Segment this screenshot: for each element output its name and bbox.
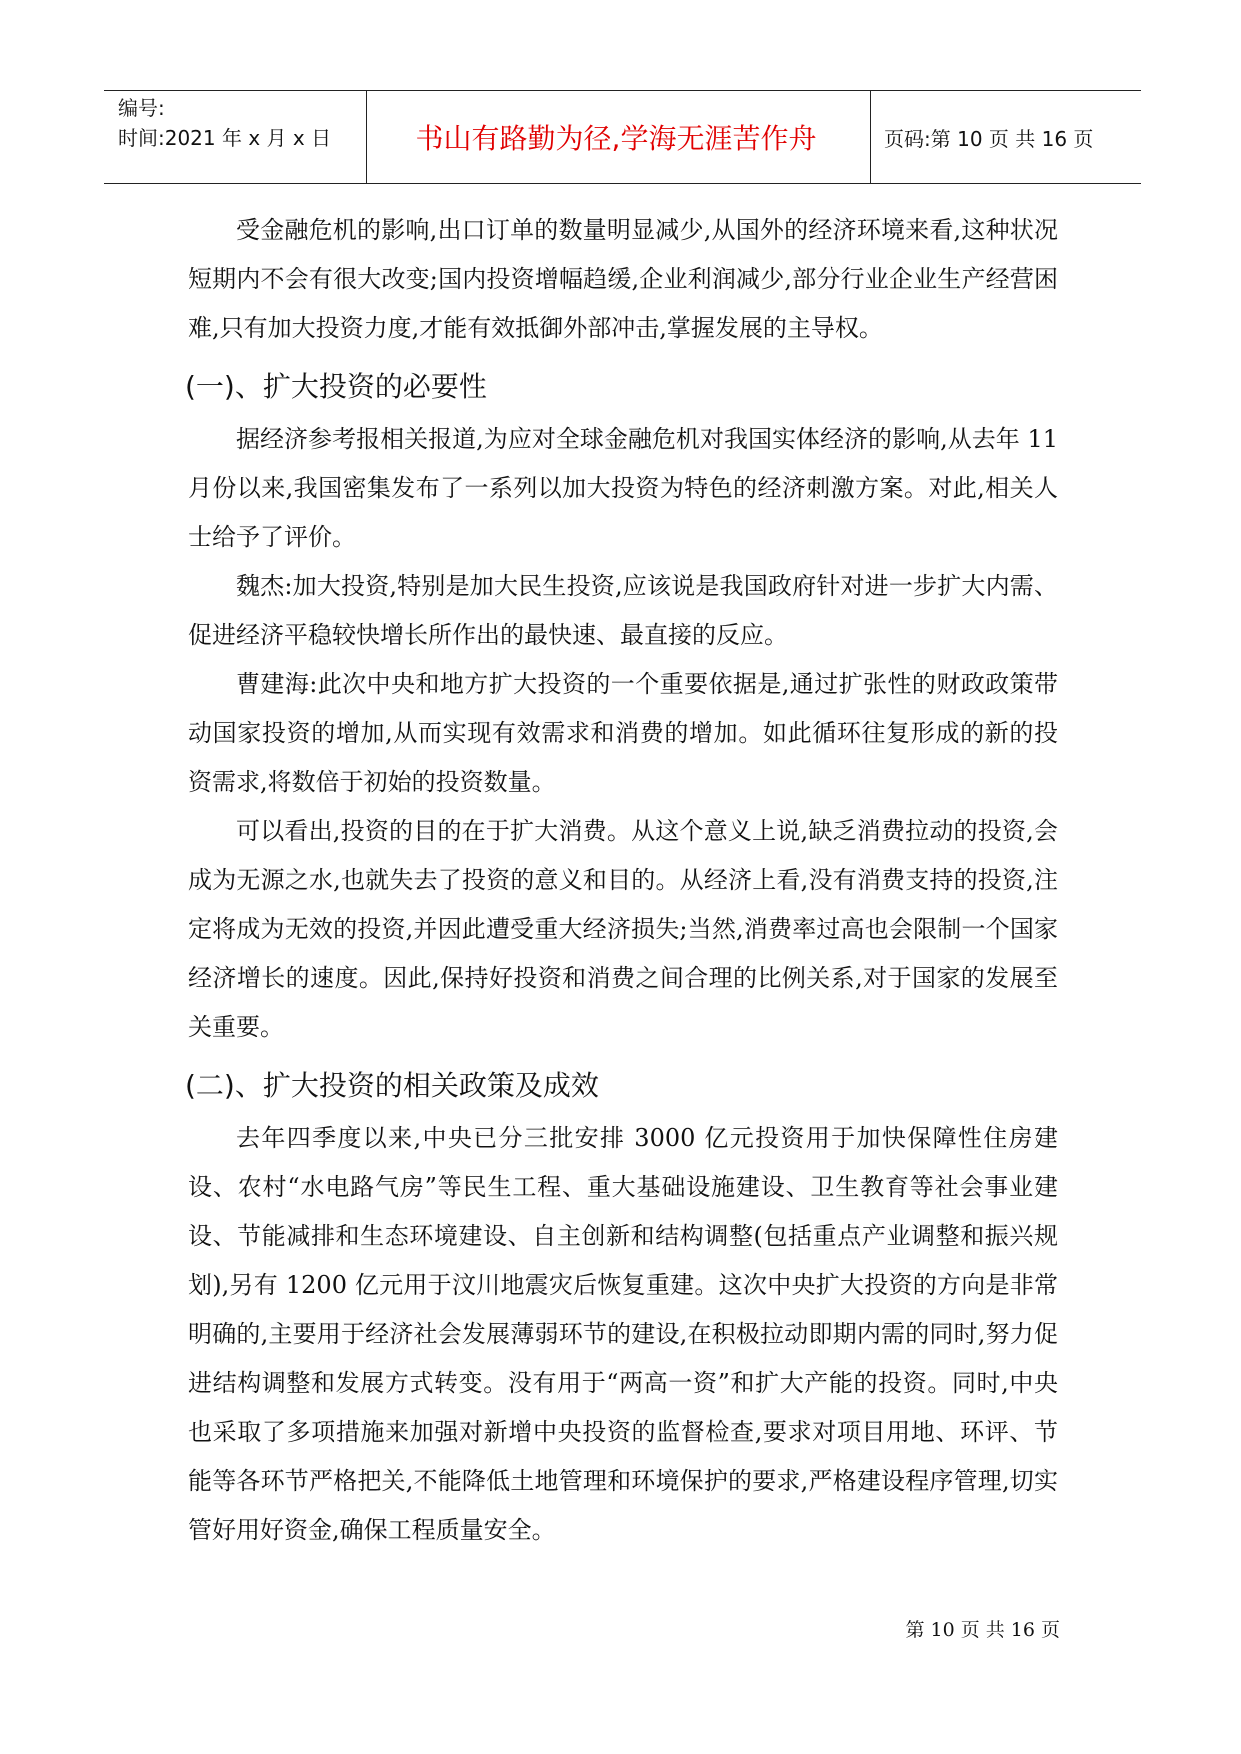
document-time-label: 时间:2021 年 x 月 x 日 [118,126,332,150]
document-body [185,206,1058,1555]
page-footer-number: 第 10 页 共 16 页 [905,1619,1060,1641]
paragraph: 曹建海:此次中央和地方扩大投资的一个重要依据是,通过扩张性的财政政策带动国家投资的增加,从而实现有效需求和消费的增加。如此循环往复形成的新的投资需求,将数倍于初始的投资数量。 [188,670,1058,796]
header-meta [118,93,358,153]
paragraph: 魏杰:加大投资,特别是加大民生投资,应该说是我国政府针对进一步扩大内需、促进经济平稳较快增长所作出的最快速、最直接的反应。 [188,572,1058,649]
paragraph: 去年四季度以来,中央已分三批安排 3000 亿元投资用于加快保障性住房建设、农村“水电路气房”等民生工程、重大基础设施建设、卫生教育等社会事业建设、节能减排和生态环境建设、自主创新和结构调整(包括重点产业调整和振兴规划),另有 1200 亿元用于汶川地震灾后恢复重建。这次中央扩大投资的方向是非常明确的,主要用于经济社会发展薄弱环节的建设,在积极拉动即期内需的同时,努力促进结构调整和发展方式转变。没有用于“两高一资”和扩大产能的投资。同时,中央也采取了多项措施来加强对新增中央投资的监督检查,要求对项目用地、环评、节能等各环节严格把关,不能降低土地管理和环境保护的要求,严格建设程序管理,切实管好用好资金,确保工程质量安全。 [188,1124,1058,1544]
paragraph: 可以看出,投资的目的在于扩大消费。从这个意义上说,缺乏消费拉动的投资,会成为无源之水,也就失去了投资的意义和目的。从经济上看,没有消费支持的投资,注定将成为无效的投资,并因此遭受重大经济损失;当然,消费率过高也会限制一个国家经济增长的速度。因此,保持好投资和消费之间合理的比例关系,对于国家的发展至关重要。 [188,817,1058,1041]
section-heading-necessity: (一)、扩大投资的必要性 [185,370,487,403]
page-header [104,90,1141,184]
header-page-info: 页码:第 10 页 共 16 页 [884,126,1094,151]
paragraph-intro: 受金融危机的影响,出口订单的数量明显减少,从国外的经济环境来看,这种状况短期内不会有很大改变;国内投资增幅趋缓,企业利润减少,部分行业企业生产经营困难,只有加大投资力度,才能有效抵御外部冲击,掌握发展的主导权。 [188,216,1058,342]
header-motto: 书山有路勤为径,学海无涯苦作舟 [415,122,817,155]
section-heading-policies: (二)、扩大投资的相关政策及成效 [185,1069,599,1102]
document-number-label: 编号: [118,96,165,120]
paragraph: 据经济参考报相关报道,为应对全球金融危机对我国实体经济的影响,从去年 11 月份以来,我国密集发布了一系列以加大投资为特色的经济刺激方案。对此,相关人士给予了评价。 [188,425,1058,551]
